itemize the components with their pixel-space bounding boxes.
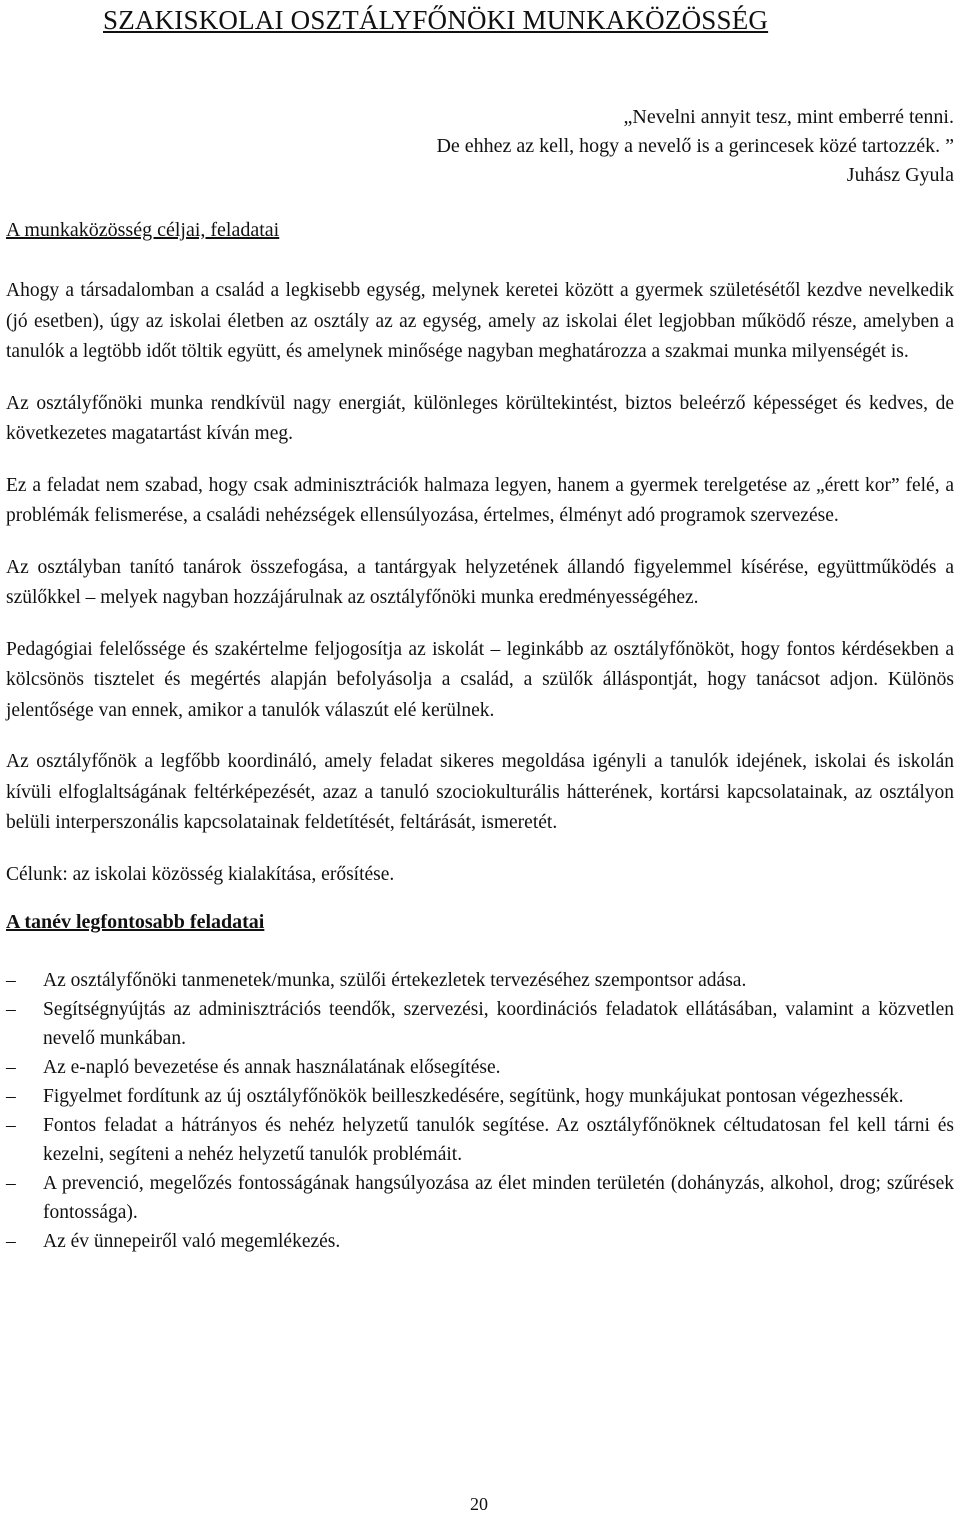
page-number: 20: [470, 1494, 488, 1514]
list-item: [6, 1169, 954, 1227]
section-heading: A munkaközösség céljai, feladatai: [6, 219, 280, 241]
list-item: [6, 1053, 954, 1082]
list-item: [6, 995, 954, 1053]
list-item-text: Figyelmet fordítunk az új osztályfőnökök beilleszkedésére, segítünk, hogy munkájukat pontosan végezhessék.: [43, 1086, 904, 1107]
list-item-text: Az e-napló bevezetése és annak használatának elősegítése.: [43, 1057, 501, 1078]
page-title: SZAKISKOLAI OSZTÁLYFŐNÖKI MUNKAKÖZÖSSÉG: [103, 5, 769, 35]
tasks-list: [6, 966, 954, 1256]
dash-bullet: –: [6, 1086, 16, 1107]
paragraph: Az osztályfőnöki munka rendkívül nagy energiát, különleges körültekintést, biztos beleérző képességet és kedves, de következetes magatartást kíván meg.: [6, 392, 954, 444]
quote-line-1: „Nevelni annyit tesz, mint emberré tenni.: [623, 106, 954, 128]
list-item: [6, 966, 954, 995]
list-item: [6, 1111, 954, 1169]
paragraph: Ahogy a társadalomban a család a legkisebb egység, melynek keretei között a gyermek születésétől kezdve nevelkedik (jó esetben), úgy az iskolai életben az osztály az az egység, amely az iskolai élet legjobban működő része, amelyben a tanulók a legtöbb időt töltik együtt, és amelynek minősége nagyban meghatározza a szakmai munka milyenségét is.: [6, 280, 954, 362]
dash-bullet: –: [6, 1115, 16, 1136]
epigraph-quote: [254, 103, 954, 190]
goal-statement: Célunk: az iskolai közösség kialakítása, erősítése.: [6, 863, 395, 885]
paragraph: Ez a feladat nem szabad, hogy csak adminisztrációk halmaza legyen, hanem a gyermek terelgetése az „érett kor” felé, a problémák felismerése, a családi nehézségek ellensúlyozása, értelmes, élményt adó programok szervezése.: [6, 474, 954, 526]
list-item-text: Az osztályfőnöki tanmenetek/munka, szülői értekezletek tervezéséhez szempontsor adása.: [43, 970, 747, 991]
dash-bullet: –: [6, 1173, 16, 1194]
dash-bullet: –: [6, 999, 16, 1020]
dash-bullet: –: [6, 1231, 16, 1252]
dash-bullet: –: [6, 970, 16, 991]
quote-author: Juhász Gyula: [846, 164, 954, 186]
list-item: [6, 1082, 954, 1111]
list-item-text: Fontos feladat a hátrányos és nehéz helyzetű tanulók segítése. Az osztályfőnöknek céltudatosan fel kell tárni és kezelni, segíteni a nehéz helyzetű tanulók problémáit.: [43, 1115, 954, 1165]
quote-line-2: De ehhez az kell, hogy a nevelő is a gerincesek közé tartozzék. ”: [436, 135, 954, 157]
list-item-text: Segítségnyújtás az adminisztrációs teendők, szervezési, koordinációs feladatok ellátásában, valamint a közvetlen nevelő munkában.: [43, 999, 954, 1049]
dash-bullet: –: [6, 1057, 16, 1078]
paragraph: Az osztályban tanító tanárok összefogása, a tantárgyak helyzetének állandó figyelemmel kísérése, együttműködés a szülőkkel – melyek nagyban hozzájárulnak az osztályfőnöki munka eredményességéhez.: [6, 556, 954, 608]
paragraph: Az osztályfőnök a legfőbb koordináló, amely feladat sikeres megoldása igényli a tanulók idejének, iskolai és iskolán kívüli elfoglaltságának feltérképezését, azaz a tanuló szociokulturális hátterének, kortársi kapcsolatainak, az osztályon belüli interperszonális kapcsolatainak feldetítését, feltárását, ismeretét.: [6, 751, 954, 833]
list-item-text: Az év ünnepeiről való megemlékezés.: [43, 1231, 341, 1252]
list-item: [6, 1227, 954, 1256]
body-text: [6, 276, 954, 1256]
list-item-text: A prevenció, megelőzés fontosságának hangsúlyozása az élet minden területén (dohányzás, alkohol, drog; szűrések fontossága).: [43, 1173, 954, 1223]
paragraph: Pedagógiai felelőssége és szakértelme feljogosítja az iskolát – leginkább az osztályfőnököt, hogy fontos kérdésekben a kölcsönös tisztelet és megértés alapján befolyásolja a család, a szülők álláspontját, hogy tanácsot adjon. Különös jelentősége van ennek, amikor a tanulók válaszút elé kerülnek.: [6, 638, 954, 721]
tasks-heading: A tanév legfontosabb feladatai: [6, 911, 265, 933]
